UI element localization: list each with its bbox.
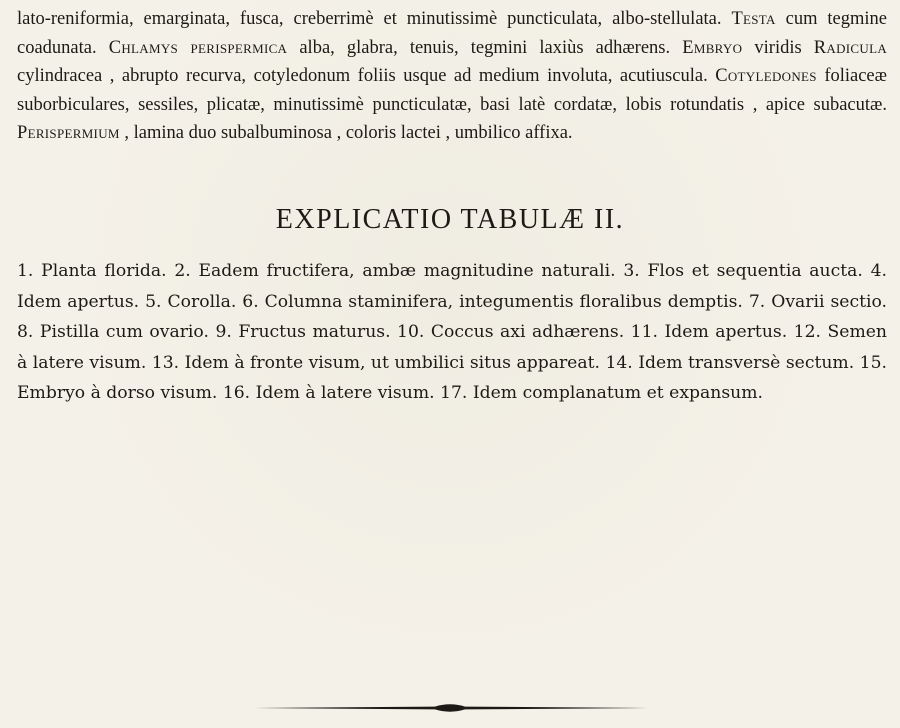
ornamental-rule <box>250 700 650 716</box>
section-title: EXPLICATIO TABULÆ II. <box>275 204 625 235</box>
description-text: viridis <box>742 37 814 58</box>
plate-explanation: 1. Planta florida. 2. Eadem fructifera, ambæ magnitudine naturali. 3. Flos et sequentia aucta. 4. Idem apertus. 5. Corolla. 6. Columna staminifera, integumentis floralibus demptis. 7. Ovarii sectio. 8. Pistilla cum ovario. 9. Fructus maturus. 10. Coccus axi adhærens. 11. Idem apertus. 12. Semen à latere visum. 13. Idem à fronte visum, ut umbilici situs appareat. 14. Idem transversè sectum. 15. Embryo à dorso visum. 16. Idem à latere visum. 17. Idem complanatum et expansum. <box>17 261 887 403</box>
radicula-label: Radicula <box>813 37 888 58</box>
chlamys-label: Chlamys perispermica <box>108 37 288 58</box>
description-text: cylindracea , abrupto recurva, cotyledonum foliis usque ad medium involuta, acutiuscula. <box>17 66 716 87</box>
perispermium-label: Perispermium <box>17 123 120 144</box>
description-text: foliaceæ suborbiculares, sessiles, plicatæ, minutissimè puncticulatæ, basi latè cordatæ, lobis rotundatis , apice subacutæ. <box>17 66 887 115</box>
description-text: , lamina duo subalbuminosa , coloris lactei , umbilico affixa. <box>119 123 573 144</box>
seed-description-paragraph <box>17 5 887 148</box>
description-text: alba, glabra, tenuis, tegmini laxiùs adhærens. <box>287 37 683 58</box>
embryo-label: Embryo <box>682 37 743 58</box>
testa-label: Testa <box>731 9 776 29</box>
cotyledones-label: Cotyledones <box>715 66 817 87</box>
description-text: cum tegmine coadunata. <box>17 9 887 58</box>
description-text: lato-reniformia, emarginata, fusca, creberrimè et minutissimè puncticulata, albo-stellulata. <box>17 9 732 29</box>
